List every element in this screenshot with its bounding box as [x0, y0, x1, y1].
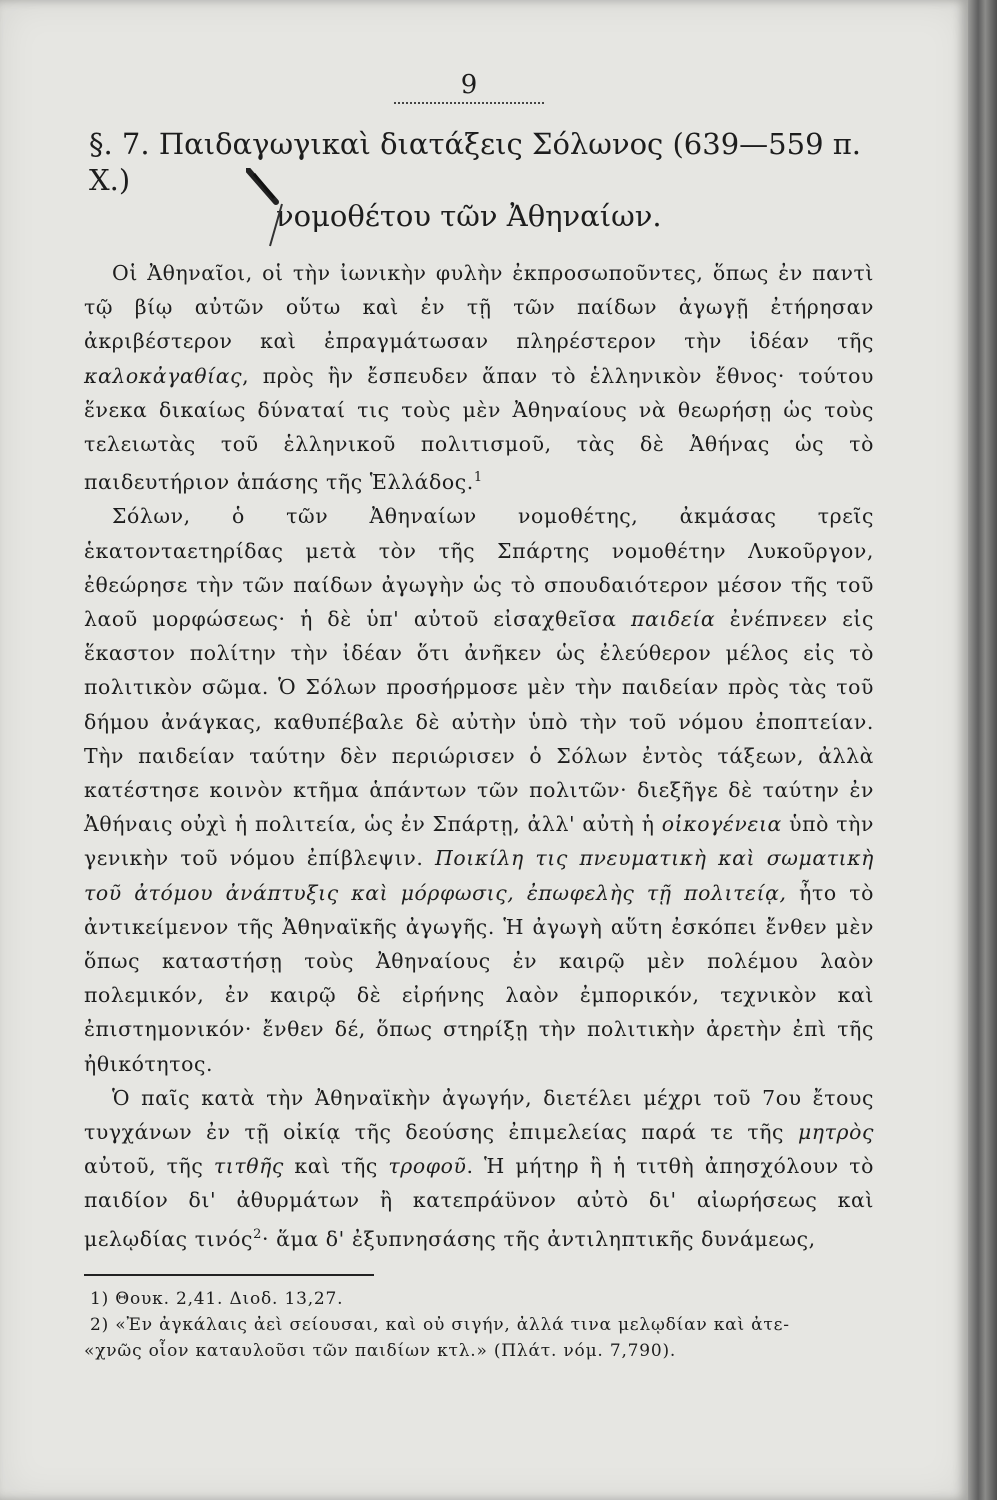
paragraph-1: [84, 256, 874, 499]
p3-a: Ὁ παῖς κατὰ τὴν Ἀθηναϊκὴν ἀγωγήν, διετέλει μέχρι τοῦ 7ου ἔτους τυγχάνων ἐν τῇ οἰκίᾳ τῆς δεούσης ἐπιμελείας παρά τε τῆς: [84, 1085, 874, 1145]
p2-b: ἐνέπνεεν εἰς ἕκαστον πολίτην τὴν ἰδέαν ὅτι ἀνῆκεν ὡς ἐλεύθερον μέλος εἰς τὸ πολιτικὸν σῶμα. Ὁ Σόλων προσήρμοσε μὲν τὴν παιδείαν πρὸς τὰς τοῦ δήμου ἀνάγκας, καθυπέβαλε δὲ αὐτὴν ὑπὸ τὴν τοῦ νόμου ἐποπτείαν. Τὴν παιδείαν ταύτην δὲν περιώρισεν ὁ Σόλων ἐντὸς τάξεων, ἀλλὰ κατέστησε κοινὸν κτῆμα ἁπάντων τῶν πολιτῶν· διεξῆγε δὲ ταύτην ἐν Ἀθήναις οὐχὶ ἡ πολιτεία, ὡς ἐν Σπάρτῃ, ἀλλ' αὐτὴ ἡ: [84, 607, 874, 837]
p3-d: . Ἡ μήτηρ ἢ ἡ τιτθὴ ἀπησχόλουν τὸ παιδίον δι' ἀθυρμάτων ἢ κατεπράϋνον αὐτὸ δι' αἰωρήσεως καὶ μελῳδίας τινός: [84, 1154, 874, 1251]
p1-italic: καλοκἀγαθίας: [84, 363, 243, 388]
p3-italic-3: τροφοῦ: [388, 1154, 467, 1179]
footnote-2-line-1: 2) «Ἐν ἀγκάλαις ἀεὶ σείουσαι, καὶ οὐ σιγήν, ἀλλά τινα μελῳδίαν καὶ ἀτε-: [90, 1314, 790, 1335]
heading-line-1: §. 7. Παιδαγωγικαὶ διατάξεις Σόλωνος (639—559 π. Χ.): [89, 127, 862, 197]
p3-b: αὐτοῦ, τῆς: [84, 1154, 214, 1179]
page-content: [84, 70, 874, 1364]
footnote-2-line-2: «χνῶς οἷον καταυλοῦσι τῶν παιδίων κτλ.» (Πλάτ. νόμ. 7,790).: [84, 1340, 677, 1361]
footnote-1: 1) Θουκ. 2,41. Διοδ. 13,27.: [90, 1288, 344, 1309]
paragraph-3: [84, 1081, 874, 1256]
p2-a: Σόλων, ὁ τῶν Ἀθηναίων νομοθέτης, ἀκμάσας τρεῖς ἑκατονταετηρίδας μετὰ τὸν τῆς Σπάρτης νομοθέτην Λυκοῦργον, ἐθεώρησε τὴν τῶν παίδων ἀγωγὴν ὡς τὸ σπουδαιότερον μέσον τῆς τοῦ λαοῦ μορφώσεως· ἡ δὲ ὑπ' αὐτοῦ εἰσαχθεῖσα: [84, 504, 874, 632]
p2-italic-2: οἰκογένεια: [661, 812, 782, 837]
p2-italic-1: παιδεία: [630, 607, 716, 632]
p2-italic-3: Ποικίλη τις πνευματικὴ καὶ σωματικὴ τοῦ ἀτόμου ἀνάπτυξις καὶ μόρφωσις, ἐπωφελὴς τῇ πολιτείᾳ,: [84, 846, 874, 905]
footnote-ref-1: 1: [473, 470, 483, 486]
p2-d: ἦτο τὸ ἀντικείμενον τῆς Ἀθηναϊκῆς ἀγωγῆς. Ἡ ἀγωγὴ αὕτη ἐσκόπει ἔνθεν μὲν ὅπως καταστήσῃ τοὺς Ἀθηναίους ἐν καιρῷ μὲν πολέμου λαὸν πολεμικόν, ἐν καιρῷ δὲ εἰρήνης λαὸν ἐμπορικόν, τεχνικὸν καὶ ἐπιστημονικόν· ἔνθεν δέ, ὅπως στηρίξῃ τὴν πολιτικὴν ἀρετὴν ἐπὶ τῆς ἠθικότητος.: [84, 880, 875, 1076]
pencil-mark-icon: [246, 168, 286, 248]
page-edge: [968, 0, 997, 1500]
paragraph-2: [84, 499, 874, 1080]
section-heading: [84, 126, 874, 234]
page-number: 9: [460, 70, 478, 100]
body-text: [84, 256, 874, 1256]
heading-line-2: νομοθέτου τῶν Ἀθηναίων.: [276, 199, 662, 233]
p3-e: · ἅμα δ' ἐξυπνησάσης τῆς ἀντιληπτικῆς δυνάμεως,: [261, 1226, 816, 1251]
dotted-rule: [394, 102, 544, 104]
p3-italic-1: μητρὸς: [797, 1120, 874, 1145]
p1-text: Οἱ Ἀθηναῖοι, οἱ τὴν ἰωνικὴν φυλὴν ἐκπροσωποῦντες, ὅπως ἐν παντὶ τῷ βίῳ αὐτῶν οὕτω καὶ ἐν τῇ τῶν παίδων ἀγωγῇ ἐτήρησαν ἀκριβέστερον καὶ ἐπραγμάτωσαν πληρέστερον τὴν ἰδέαν τῆς: [84, 261, 874, 354]
footnotes: [84, 1286, 874, 1364]
footnote-ref-2: 2: [253, 1226, 262, 1242]
p1-rest: , πρὸς ἣν ἔσπευδεν ἅπαν τὸ ἑλληνικὸν ἔθνος· τούτου ἕνεκα δικαίως δύναταί τις τοὺς μὲν Ἀθηναίους νὰ θεωρήσῃ ὡς τοὺς τελειωτὰς τοῦ ἑλληνικοῦ πολιτισμοῦ, τὰς δὲ Ἀθήνας ὡς τὸ παιδευτήριον ἁπάσης τῆς Ἑλλάδος.: [84, 363, 874, 495]
p3-italic-2: τιτθῆς: [213, 1154, 284, 1179]
footnote-rule: [84, 1274, 374, 1276]
p2-c: ὑπὸ τὴν γενικὴν τοῦ νόμου ἐπίβλεψιν.: [84, 812, 874, 871]
p3-c: καὶ τῆς: [283, 1154, 389, 1179]
